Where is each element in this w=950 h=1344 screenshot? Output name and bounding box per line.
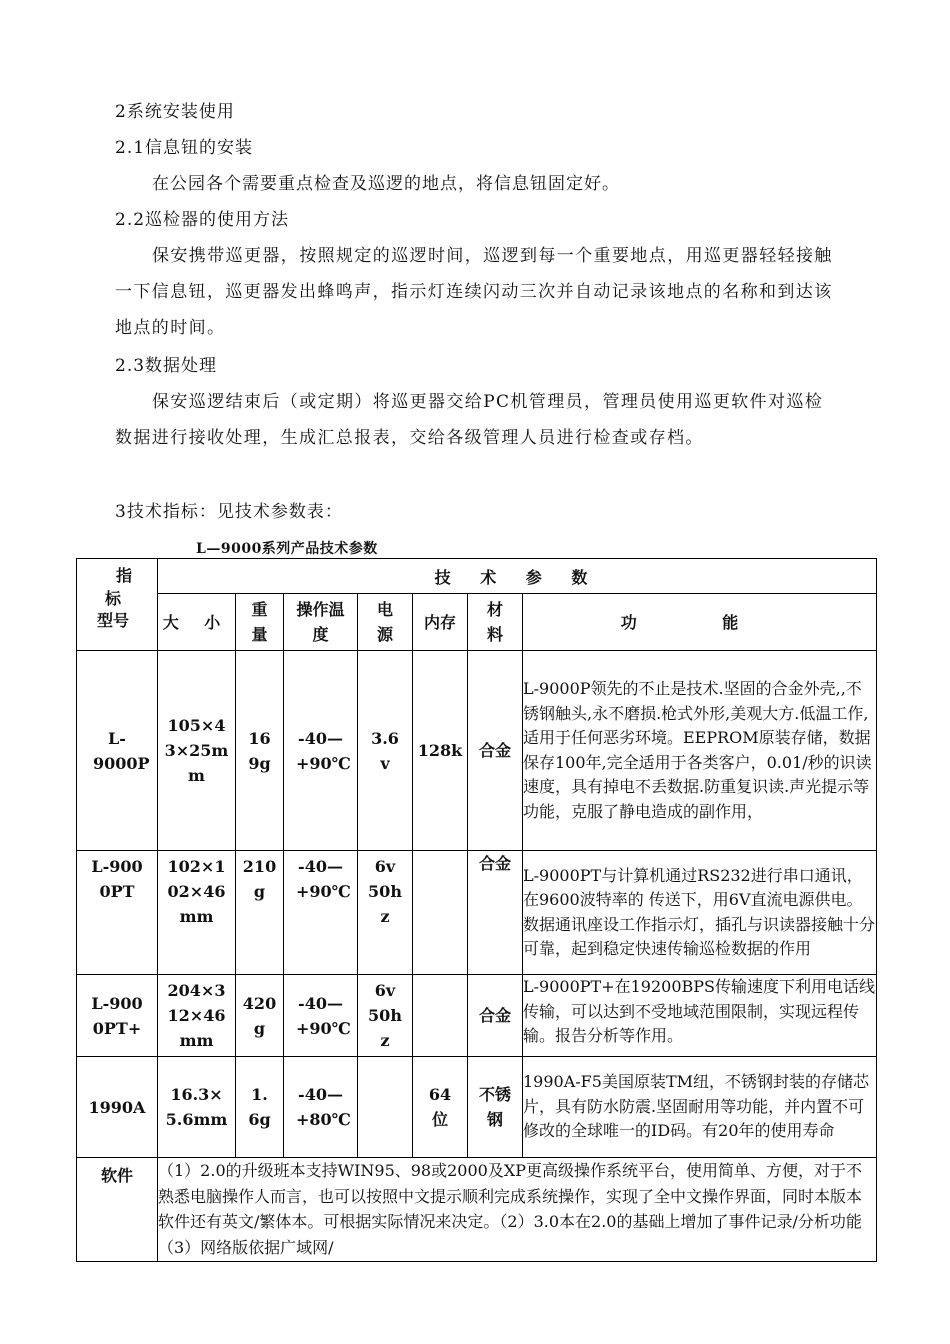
table-row [77,851,877,975]
row-memory: 64位 [413,1057,468,1158]
row-model: L-9000P [77,651,158,851]
row-weight: 169g [236,651,284,851]
header-memory: 内存 [413,594,468,651]
row-weight: 1.6g [236,1057,284,1158]
row-temp: -40—+90℃ [284,851,358,975]
row-size: 102×102×46mm [158,851,236,975]
section-3-heading: 3技术指标：见技术参数表： [115,502,343,522]
header-zhi: 指 [115,566,132,585]
header-temp: 操作温度 [284,594,358,651]
row-power [358,1057,413,1158]
row-material: 合金 [468,851,523,975]
software-row [77,1158,877,1262]
table-row [77,651,877,851]
row-function: L-9000PT与计算机通过RS232进行串口通讯，在9600波特率的 传送下，用6V直流电源供电。数据通讯座设工作指示灯，插孔与识读器接触十分可靠，起到稳定快速传输巡检数据的作用 [523,851,877,975]
row-temp: -40—+90℃ [284,651,358,851]
table-row [77,975,877,1057]
row-model: L-9000PT+ [77,975,158,1057]
header-material: 材料 [468,594,523,651]
row-temp: -40—+90℃ [284,975,358,1057]
section-2-3-heading: 2.3数据处理 [115,356,218,376]
header-size: 大 小 [158,594,236,651]
software-text: （1）2.0的升级班本支持WIN95、98或2000及XP更高级操作系统平台，使用简单、方便，对于不熟悉电脑操作人而言，也可以按照中文提示顺利完成系统操作，实现了全中文操作界面，同时本版本软件还有英文/繁体本。可根据实际情况来决定。（2）3.0本在2.0的基础上增加了事件记录/分析功能（3）网络版依据广域网/ [158,1158,877,1262]
section-2-1-heading: 2.1信息钮的安装 [115,138,254,158]
header-biao: 标 [104,589,121,608]
table-caption: L—9000系列产品技术参数 [196,541,378,557]
software-label: 软件 [77,1158,158,1262]
row-memory [413,851,468,975]
row-function: L-9000P领先的不止是技术.坚固的合金外壳,,不锈钢触头,永不磨损.枪式外形,美观大方.低温工作,适用于任何恶劣环境。EEPROM原装存储，数据保存100年,完全适用于各类客户，0.01/秒的识读速度，具有掉电不丢数据.防重复识读.声光提示等功能，克服了静电造成的副作用， [523,651,877,851]
row-weight: 210g [236,851,284,975]
row-memory [413,975,468,1057]
row-power: 6v 50hz [358,851,413,975]
row-material: 不锈钢 [468,1057,523,1158]
header-function: 功 能 [523,594,877,651]
section-2-heading: 2系统安装使用 [115,102,235,122]
header-xinghao: 型号 [96,611,129,630]
row-size: 16.3×5.6mm [158,1057,236,1158]
row-material: 合金 [468,651,523,851]
header-corner-cell [77,559,158,651]
row-material: 合金 [468,975,523,1057]
row-size: 204×312×46mm [158,975,236,1057]
section-2-1-paragraph: 在公园各个需要重点检查及巡逻的地点，将信息钮固定好。 [152,174,620,194]
table-row [77,1057,877,1158]
header-power: 电源 [358,594,413,651]
section-2-2-paragraph: 保安携带巡更器，按照规定的巡逻时间，巡逻到每一个重要地点，用巡更器轻轻接触一下信息钮，巡更器发出蜂鸣声，指示灯连续闪动三次并自动记录该地点的名称和到达该地点的时间。 [115,246,833,338]
row-model: L-9000PT [77,851,158,975]
row-model: 1990A [77,1057,158,1158]
row-size: 105×43×25mm [158,651,236,851]
header-tech-params: 技 术 参 数 [158,559,877,594]
row-power: 6v 50hz [358,975,413,1057]
section-2-3-paragraph: 保安巡逻结束后（或定期）将巡更器交给PC机管理员，管理员使用巡更软件对巡检数据进行接收处理，生成汇总报表，交给各级管理人员进行检查或存档。 [115,392,824,448]
spec-table [76,558,877,1262]
row-power: 3.6v [358,651,413,851]
header-weight: 重量 [236,594,284,651]
row-temp: -40—+80℃ [284,1057,358,1158]
section-2-2-heading: 2.2巡检器的使用方法 [115,210,290,230]
row-function: 1990A-F5美国原装TM纽，不锈钢封装的存储芯片，具有防水防震.坚固耐用等功能，并内置不可修改的全球唯一的ID码。有20年的使用寿命 [523,1057,877,1158]
row-memory: 128k [413,651,468,851]
row-function: L-9000PT+在19200BPS传输速度下利用电话线传输，可以达到不受地域范围限制，实现远程传输。报告分析等作用。 [523,975,877,1057]
row-weight: 420g [236,975,284,1057]
